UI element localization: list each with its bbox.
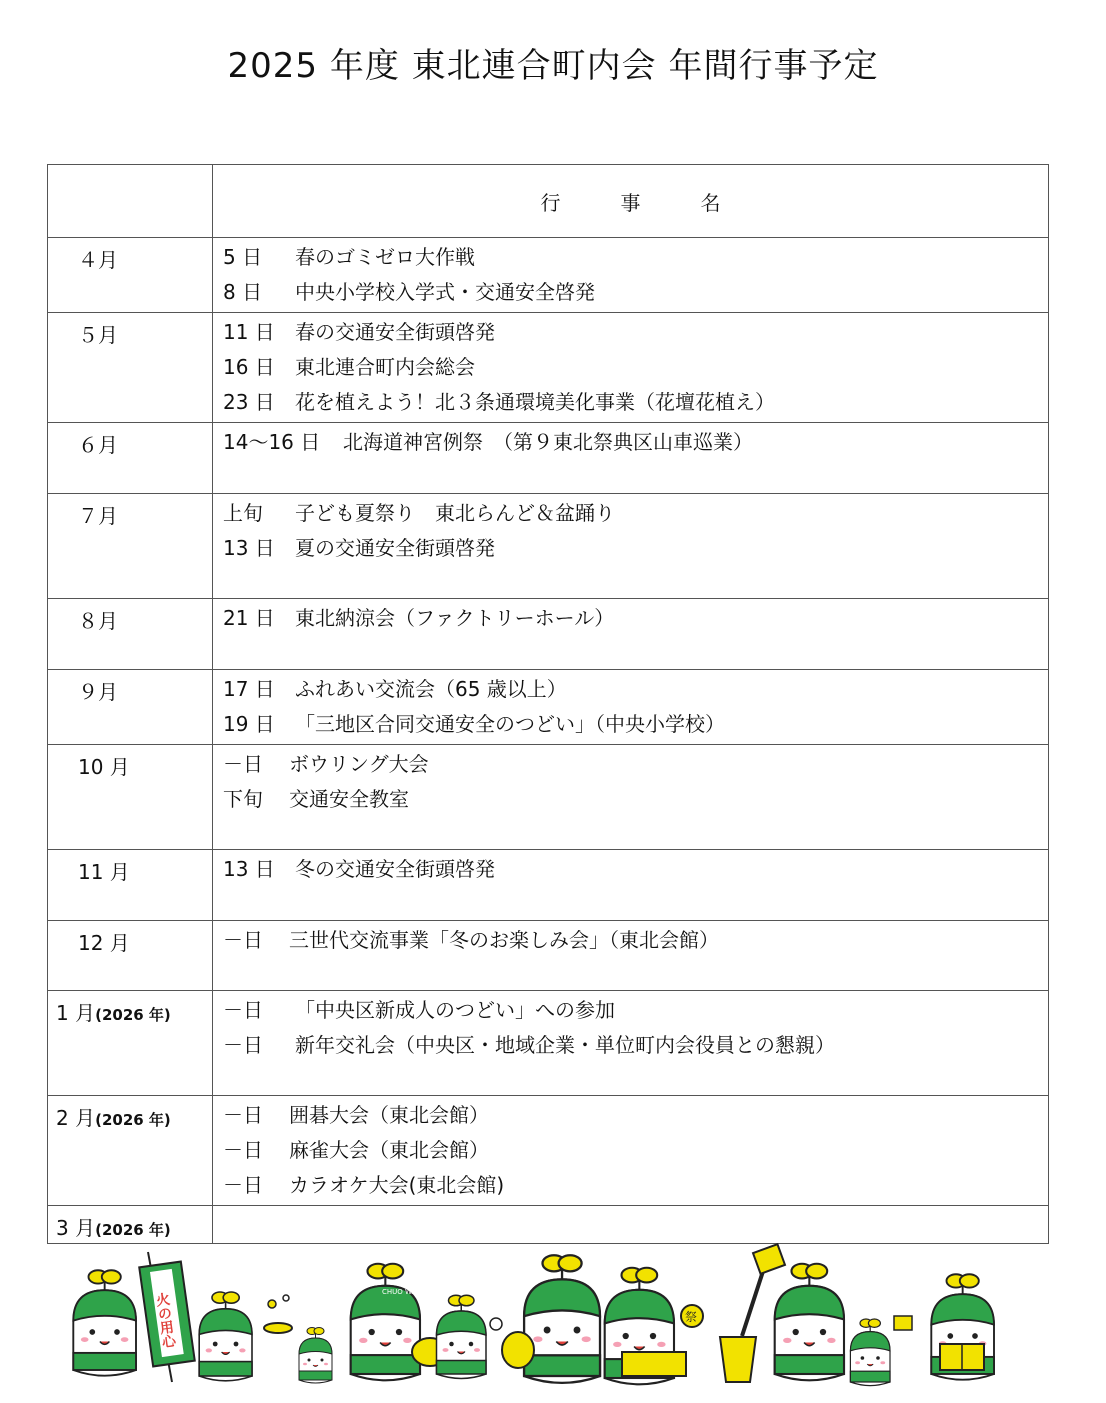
- month-label: 2 月: [56, 1106, 96, 1130]
- mascot-mochi: [720, 1244, 844, 1382]
- month-cell: 12 月: [48, 921, 213, 991]
- mascot-bag: [351, 1264, 448, 1381]
- mascot-flag: [73, 1252, 194, 1382]
- month-cell: ５月: [48, 313, 213, 423]
- month-cell: ９月: [48, 670, 213, 745]
- event-name: 子ども夏祭り 東北らんど＆盆踊り: [295, 501, 615, 525]
- event-name: 交通安全教室: [289, 787, 409, 811]
- mascot-reading: [931, 1274, 994, 1379]
- table-row: [48, 991, 1049, 1096]
- event-date: 13 日: [223, 857, 275, 881]
- event-date: 13 日: [223, 536, 275, 560]
- event-date: －日: [223, 1103, 263, 1127]
- event-name: 囲碁大会（東北会館）: [289, 1103, 489, 1127]
- event-item: [223, 709, 1048, 744]
- event-date: －日: [223, 928, 263, 952]
- event-date: 14～16 日: [223, 430, 321, 454]
- events-cell: [213, 238, 1049, 313]
- event-name: カラオケ大会(東北会館): [289, 1173, 505, 1197]
- events-cell: [213, 494, 1049, 599]
- event-item: [223, 498, 1048, 533]
- event-date: 5 日: [223, 245, 263, 269]
- event-name: 「三地区合同交通安全のつどい」（中央小学校）: [295, 712, 725, 736]
- mascot-cooking: [199, 1292, 292, 1381]
- mascot-sports: [437, 1295, 503, 1378]
- header-row: [48, 165, 1049, 238]
- events-cell: [213, 423, 1049, 494]
- event-item: [223, 925, 1048, 960]
- event-date: 11 日: [223, 320, 275, 344]
- event-name: 北海道神宮例祭 （第９東北祭典区山車巡業）: [343, 430, 753, 454]
- table-row: [48, 238, 1049, 313]
- event-date: －日: [223, 752, 263, 776]
- mascot-illustration: [60, 1232, 1060, 1402]
- event-date: －日: [223, 1138, 263, 1162]
- event-item: [223, 749, 1048, 784]
- event-item: [223, 352, 1048, 387]
- schedule-table: [47, 164, 1049, 1244]
- matsuri-text: 祭: [685, 1310, 698, 1324]
- month-cell: [48, 1096, 213, 1206]
- table-row: [48, 494, 1049, 599]
- event-item: [223, 242, 1048, 277]
- month-cell: ４月: [48, 238, 213, 313]
- month-cell: [48, 991, 213, 1096]
- event-item: [223, 387, 1048, 422]
- mascot-small: [299, 1328, 332, 1384]
- event-name: 春の交通安全街頭啓発: [295, 320, 495, 344]
- events-cell: [213, 599, 1049, 670]
- month-cell: ６月: [48, 423, 213, 494]
- event-date: 21 日: [223, 606, 275, 630]
- event-item: [223, 1135, 1048, 1170]
- events-cell: [213, 991, 1049, 1096]
- event-date: 17 日: [223, 677, 275, 701]
- month-cell: ７月: [48, 494, 213, 599]
- event-name: 春のゴミゼロ大作戦: [295, 245, 475, 269]
- table-row: [48, 850, 1049, 921]
- month-cell: 11 月: [48, 850, 213, 921]
- badge-text: CHUO WARD: [382, 1288, 427, 1296]
- month-year: (2026 年): [95, 1006, 171, 1024]
- month-year: (2026 年): [95, 1111, 171, 1129]
- events-cell: [213, 670, 1049, 745]
- table-row: [48, 745, 1049, 850]
- event-item: [223, 1170, 1048, 1205]
- month-cell: ８月: [48, 599, 213, 670]
- event-date: －日: [223, 998, 263, 1022]
- event-item: [223, 854, 1048, 889]
- event-item: [223, 277, 1048, 312]
- table-row: [48, 921, 1049, 991]
- mascot-sign: [850, 1316, 912, 1386]
- event-name: ふれあい交流会（65 歳以上）: [295, 677, 567, 701]
- page-title: 2025 年度 東北連合町内会 年間行事予定: [227, 46, 879, 86]
- event-item: [223, 784, 1048, 819]
- event-item: [223, 674, 1048, 709]
- event-name: ボウリング大会: [289, 752, 429, 776]
- event-name: 夏の交通安全街頭啓発: [295, 536, 495, 560]
- events-cell: [213, 850, 1049, 921]
- event-name: 東北納涼会（ファクトリーホール）: [295, 606, 615, 630]
- event-date: 16 日: [223, 355, 275, 379]
- event-item: [223, 427, 1048, 462]
- event-name: 中央小学校入学式・交通安全啓発: [295, 280, 595, 304]
- event-item: [223, 603, 1048, 638]
- month-label: 1 月: [56, 1001, 96, 1025]
- event-item: [223, 317, 1048, 352]
- events-cell: [213, 921, 1049, 991]
- events-cell: [213, 1096, 1049, 1206]
- table-row: [48, 423, 1049, 494]
- event-name: 新年交礼会（中央区・地域企業・単位町内会役員との懇親）: [295, 1033, 835, 1057]
- month-year: (2026 年): [95, 1221, 171, 1239]
- events-cell: [213, 745, 1049, 850]
- event-item: [223, 533, 1048, 568]
- event-date: 8 日: [223, 280, 263, 304]
- mascot-big: [502, 1255, 600, 1383]
- event-date: －日: [223, 1173, 263, 1197]
- table-row: [48, 670, 1049, 745]
- event-date: 上旬: [223, 501, 263, 525]
- event-item: [223, 1030, 1048, 1065]
- event-name: 冬の交通安全街頭啓発: [295, 857, 495, 881]
- event-date: 下旬: [223, 787, 263, 811]
- event-header-cell: 行 事 名: [213, 165, 1049, 238]
- event-item: [223, 995, 1048, 1030]
- event-date: 19 日: [223, 712, 275, 736]
- events-cell: [213, 313, 1049, 423]
- table-row: [48, 1096, 1049, 1206]
- event-name: 花を植えよう！北３条通環境美化事業（花壇花植え）: [295, 390, 775, 414]
- event-date: －日: [223, 1033, 263, 1057]
- event-name: 東北連合町内会総会: [295, 355, 475, 379]
- mascot-festival: [605, 1268, 703, 1385]
- table-row: [48, 599, 1049, 670]
- table-row: [48, 313, 1049, 423]
- month-cell: 10 月: [48, 745, 213, 850]
- event-date: 23 日: [223, 390, 275, 414]
- flag-text: 火の用心: [153, 1291, 177, 1350]
- month-header-cell: [48, 165, 213, 238]
- event-name: 麻雀大会（東北会館）: [289, 1138, 489, 1162]
- month-label: 3 月: [56, 1216, 96, 1240]
- event-item: [223, 1100, 1048, 1135]
- event-name: 「中央区新成人のつどい」への参加: [295, 998, 615, 1022]
- event-name: 三世代交流事業「冬のお楽しみ会」（東北会館）: [289, 928, 719, 952]
